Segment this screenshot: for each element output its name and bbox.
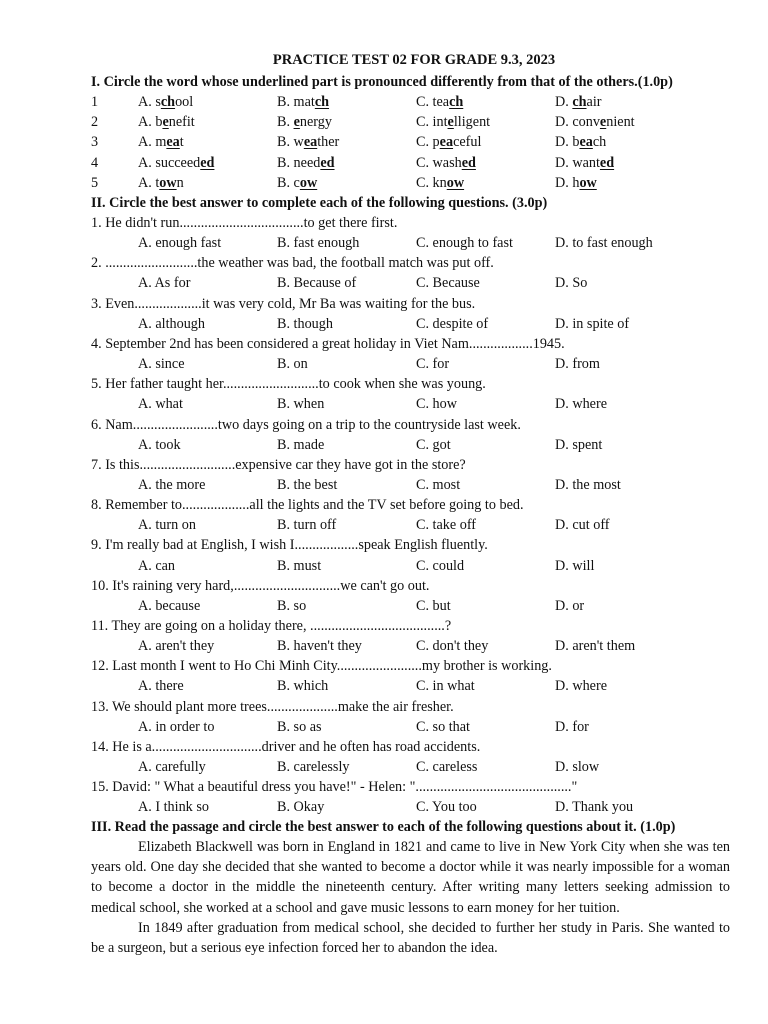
answer-options-row — [0, 596, 768, 616]
option-text-before: D. want — [555, 154, 600, 171]
answer-option[interactable] — [416, 173, 464, 193]
answer-option[interactable]: B. so as — [277, 718, 322, 735]
underlined-part: ed — [461, 154, 476, 171]
option-text-before: C. p — [416, 134, 440, 151]
option-text-before: C. wash — [416, 154, 462, 171]
answer-options-row — [0, 556, 768, 576]
answer-option[interactable]: C. don't they — [416, 638, 489, 655]
answer-option[interactable]: C. enough to fast — [416, 235, 513, 252]
pronunciation-item — [0, 92, 768, 112]
answer-option[interactable] — [555, 153, 614, 173]
option-text-before: A. s — [138, 94, 161, 110]
answer-option[interactable]: C. could — [416, 557, 465, 574]
option-text-before: A. t — [138, 174, 160, 191]
option-text-after: t — [179, 134, 184, 151]
question-text: 1. He didn't run...................................to get there first. — [91, 215, 398, 231]
underlined-part: ed — [320, 154, 335, 171]
answer-option[interactable]: A. turn on — [138, 517, 196, 534]
underlined-part: ow — [299, 174, 318, 191]
answer-options-row — [0, 233, 768, 253]
answer-options-row — [0, 515, 768, 535]
question-text: 7. Is this...........................expensive car they have got in the store? — [91, 456, 466, 473]
answer-option[interactable]: B. haven't they — [277, 638, 362, 655]
answer-options-row — [0, 314, 768, 334]
option-text-before: B. c — [277, 174, 300, 191]
question-text: 12. Last month I went to Ho Chi Minh City........................my brother is working. — [91, 658, 552, 675]
option-text-before: C. kn — [416, 174, 447, 191]
answer-option[interactable]: C. for — [416, 356, 450, 373]
answer-options-row — [0, 676, 768, 696]
answer-option[interactable]: A. carefully — [138, 759, 206, 776]
option-text-before: C. tea — [416, 94, 450, 110]
option-text-before: D. — [555, 94, 573, 110]
reading-passage — [91, 837, 730, 958]
answer-option[interactable]: B. Because of — [277, 275, 357, 292]
item-number: 1 — [91, 94, 99, 110]
answer-option[interactable] — [277, 153, 335, 173]
underlined-part: ow — [159, 174, 177, 191]
answer-option[interactable]: C. got — [416, 436, 451, 453]
answer-options-row — [0, 394, 768, 414]
question-text: 5. Her father taught her...........................to cook when she was young. — [91, 376, 486, 393]
underlined-part: e — [599, 114, 607, 131]
answer-option[interactable]: D. to fast enough — [555, 235, 653, 252]
question-text: 6. Nam........................two days going on a trip to the countryside last week. — [91, 416, 521, 433]
option-text-before: A. succeed — [138, 154, 201, 171]
option-text-after: ceful — [453, 134, 482, 151]
option-text-before: A. b — [138, 114, 163, 131]
item-number: 5 — [91, 174, 99, 191]
underlined-part: ea — [166, 134, 180, 151]
answer-options-row — [0, 354, 768, 374]
answer-option[interactable]: B. when — [277, 396, 325, 413]
passage-paragraph: In 1849 after graduation from medical school, she decided to further her study in Paris. She wanted to be a surgeon, but a serious eye infection forced her to abandon the idea. — [91, 919, 730, 957]
underlined-part: ow — [446, 174, 465, 191]
answer-option[interactable]: A. I think so — [138, 799, 209, 816]
answer-option[interactable]: D. from — [555, 356, 600, 373]
question-text: 3. Even...................it was very cold, Mr Ba was waiting for the bus. — [91, 295, 476, 312]
option-text-before: D. h — [555, 174, 580, 191]
answer-option[interactable]: A. what — [138, 396, 183, 413]
question-text: 4. September 2nd has been considered a great holiday in Viet Nam..................1945. — [91, 335, 565, 352]
answer-option[interactable]: A. aren't they — [138, 638, 215, 655]
option-text-before: B. w — [277, 134, 304, 151]
answer-option[interactable]: C. in what — [416, 678, 475, 695]
answer-option[interactable]: D. where — [555, 678, 607, 695]
answer-option[interactable]: A. although — [138, 315, 205, 332]
answer-option[interactable]: A. since — [138, 356, 185, 373]
passage-paragraph: Elizabeth Blackwell was born in England in 1821 and came to live in New York City when she was ten years old. One day she decided that she wanted to become a doctor while it was nearly impossible for a woman to become a doctor in the middle the nineteenth century. After writing many letters seeking admission to medical school, she worked at a school and gave music lessons to earn money for her tuition. — [91, 839, 730, 916]
underlined-part: ch — [572, 94, 587, 110]
answer-option[interactable]: A. there — [138, 678, 184, 695]
answer-option[interactable]: C. take off — [416, 517, 477, 534]
answer-option[interactable]: B. turn off — [277, 517, 337, 534]
answer-option[interactable]: D. aren't them — [555, 638, 636, 655]
answer-option[interactable]: D. or — [555, 597, 585, 614]
answer-option[interactable] — [416, 153, 476, 173]
answer-option[interactable]: D. for — [555, 718, 589, 735]
answer-option[interactable]: B. though — [277, 315, 333, 332]
answer-option[interactable] — [277, 173, 317, 193]
answer-option[interactable]: A. enough fast — [138, 235, 222, 252]
answer-option[interactable]: D. where — [555, 396, 607, 413]
answer-option[interactable]: D. spent — [555, 436, 603, 453]
option-text-after: nergy — [299, 114, 332, 131]
underlined-part: ch — [314, 94, 330, 110]
question-text: 2. ..........................the weather was bad, the football match was put off. — [91, 255, 494, 272]
item-number: 4 — [91, 154, 99, 171]
answer-option[interactable] — [138, 173, 184, 193]
answer-option[interactable] — [416, 92, 463, 112]
answer-options-row — [0, 797, 768, 817]
question-text: 14. He is a...............................driver and he often has road accidents. — [91, 738, 481, 755]
option-text-after: ch — [592, 134, 607, 151]
answer-option[interactable]: C. how — [416, 396, 457, 413]
answer-option[interactable] — [555, 132, 606, 152]
option-text-before: D. conv — [555, 114, 600, 131]
underlined-part: e — [162, 114, 169, 131]
question-text: 8. Remember to...................all the lights and the TV set before going to bed. — [91, 497, 524, 514]
answer-option[interactable] — [277, 132, 339, 152]
answer-option[interactable]: B. carelessly — [277, 759, 350, 776]
answer-option[interactable]: C. careless — [416, 759, 478, 776]
answer-options-row — [0, 636, 768, 656]
answer-option[interactable] — [138, 92, 193, 112]
answer-option[interactable]: D. will — [555, 557, 595, 574]
item-number: 3 — [91, 134, 99, 151]
answer-option[interactable]: B. must — [277, 557, 322, 574]
section-1-heading: I. Circle the word whose underlined part is pronounced differently from that of the others.(1.0p) — [91, 74, 673, 90]
option-text-before: B. need — [277, 154, 321, 171]
answer-option[interactable]: A. the more — [138, 476, 206, 493]
answer-option[interactable]: A. can — [138, 557, 176, 574]
pronunciation-item — [0, 173, 768, 193]
answer-options-row — [0, 435, 768, 455]
page-title: PRACTICE TEST 02 FOR GRADE 9.3, 2023 — [272, 52, 556, 68]
pronunciation-item — [0, 132, 768, 152]
underlined-part: ch — [449, 94, 464, 110]
answer-option[interactable]: B. which — [277, 678, 329, 695]
answer-option[interactable]: B. so — [277, 597, 307, 614]
answer-option[interactable]: C. so that — [416, 718, 470, 735]
answer-option[interactable] — [416, 132, 481, 152]
answer-option[interactable]: B. fast enough — [277, 235, 360, 252]
answer-option[interactable] — [138, 153, 214, 173]
underlined-part: ch — [160, 94, 176, 110]
underlined-part: ea — [303, 134, 318, 151]
answer-options-row — [0, 717, 768, 737]
answer-option[interactable] — [138, 132, 184, 152]
option-text-before: B. mat — [277, 94, 315, 110]
question-text: 15. David: " What a beautiful dress you have!" - Helen: "............................................" — [91, 779, 578, 796]
answer-option[interactable]: A. took — [138, 436, 181, 453]
item-number: 2 — [91, 114, 99, 131]
option-text-after: air — [586, 94, 602, 110]
option-text-before: B. — [277, 114, 294, 131]
underlined-part: e — [293, 114, 300, 131]
underlined-part: ed — [599, 154, 615, 171]
option-text-before: A. m — [138, 134, 167, 151]
option-text-before: D. b — [555, 134, 580, 151]
question-text: 13. We should plant more trees....................make the air fresher. — [91, 698, 454, 715]
pronunciation-item — [0, 112, 768, 132]
question-text: 10. It's raining very hard,..............................we can't go out. — [91, 577, 430, 594]
answer-option[interactable]: A. because — [138, 597, 201, 614]
question-text: 9. I'm really bad at English, I wish I..................speak English fluently. — [91, 537, 488, 554]
question-text: 11. They are going on a holiday there, ......................................? — [91, 618, 452, 634]
option-text-before: C. int — [416, 114, 448, 131]
answer-option[interactable] — [555, 92, 602, 112]
pronunciation-item — [0, 153, 768, 173]
answer-option[interactable]: B. Okay — [277, 799, 325, 816]
answer-option[interactable]: C. but — [416, 597, 451, 614]
underlined-part: ea — [579, 134, 593, 151]
underlined-part: ed — [200, 154, 215, 171]
option-text-after: nient — [606, 114, 635, 131]
answer-option[interactable]: A. in order to — [138, 718, 215, 735]
answer-option[interactable]: D. slow — [555, 759, 600, 776]
answer-option[interactable]: D. So — [555, 275, 588, 292]
answer-option[interactable]: B. on — [277, 356, 308, 373]
answer-option[interactable]: A. As for — [138, 275, 191, 292]
option-text-after: nefit — [168, 114, 195, 131]
answer-option[interactable] — [416, 112, 490, 132]
section-2-heading: II. Circle the best answer to complete each of the following questions. (3.0p) — [91, 195, 548, 211]
answer-option[interactable] — [138, 112, 195, 132]
answer-option[interactable]: D. the most — [555, 476, 621, 493]
answer-option[interactable] — [555, 173, 597, 193]
option-text-after: n — [176, 174, 184, 191]
answer-option[interactable] — [277, 92, 329, 112]
answer-option[interactable]: C. despite of — [416, 315, 489, 332]
underlined-part: e — [447, 114, 454, 131]
answer-option[interactable]: C. most — [416, 476, 461, 493]
answer-option[interactable]: C. You too — [416, 799, 477, 816]
answer-options-row — [0, 273, 768, 293]
answer-option[interactable]: C. Because — [416, 275, 480, 292]
answer-option[interactable]: D. Thank you — [555, 799, 634, 816]
underlined-part: ow — [579, 174, 597, 191]
answer-option[interactable]: B. the best — [277, 476, 338, 493]
answer-option[interactable]: D. in spite of — [555, 315, 630, 332]
option-text-after: lligent — [453, 114, 491, 131]
underlined-part: ea — [439, 134, 454, 151]
option-text-after: ther — [317, 134, 340, 151]
answer-options-row — [0, 757, 768, 777]
answer-option[interactable]: B. made — [277, 436, 325, 453]
option-text-after: ool — [175, 94, 194, 110]
answer-option[interactable] — [277, 112, 332, 132]
answer-option[interactable] — [555, 112, 635, 132]
answer-option[interactable]: D. cut off — [555, 517, 610, 534]
section-3-heading: III. Read the passage and circle the best answer to each of the following questions about it. (1.0p) — [91, 819, 676, 835]
answer-options-row — [0, 475, 768, 495]
